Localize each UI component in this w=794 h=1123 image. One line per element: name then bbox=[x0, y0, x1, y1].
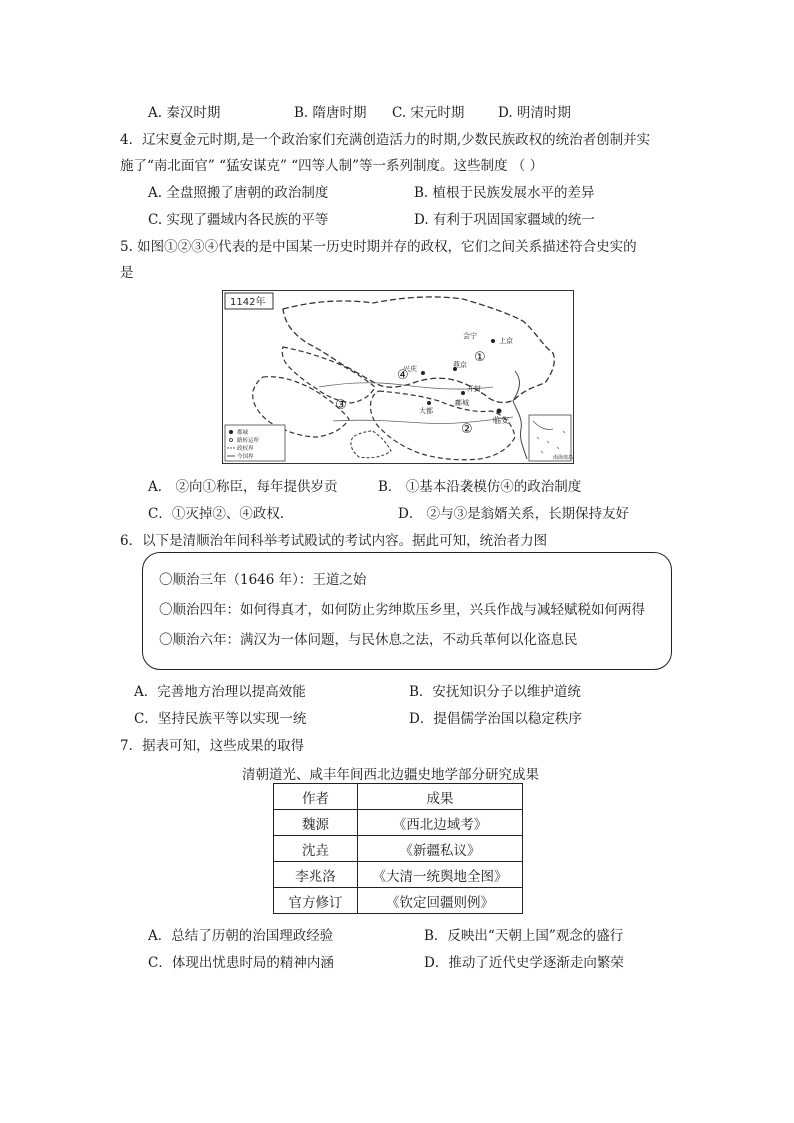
q5-option-b: B． ①基本沿袭模仿④的政治制度 bbox=[378, 479, 582, 495]
table-header-author: 作者 bbox=[274, 784, 358, 810]
q4-option-b: B. 植根于民族发展水平的差异 bbox=[414, 185, 595, 201]
map-border-dali bbox=[351, 431, 391, 458]
map-city-kaifeng: 开封 bbox=[467, 385, 481, 393]
q7-option-d: D．推动了近代史学逐渐走向繁荣 bbox=[424, 955, 624, 971]
song-jin-map bbox=[222, 290, 574, 464]
map-city-shangjing: 上京 bbox=[499, 337, 513, 345]
map-city-yanjing: 燕京 bbox=[453, 361, 467, 369]
table-header-result: 成果 bbox=[358, 784, 523, 810]
q6-option-a: A．完善地方治理以提高效能 bbox=[134, 684, 306, 700]
q3-option-c: C. 宋元时期 bbox=[392, 105, 465, 121]
table-cell-author: 魏源 bbox=[274, 810, 358, 836]
map-legend-capital: 都城 bbox=[237, 430, 249, 436]
q6-option-b: B．安抚知识分子以维护道统 bbox=[409, 684, 581, 700]
q7-option-b: B．反映出“天朝上国”观念的盛行 bbox=[424, 928, 624, 944]
q6-option-c: C．坚持民族平等以实现一统 bbox=[134, 711, 307, 727]
map-legend-border: 政权界 bbox=[237, 446, 254, 452]
map-year-label: 1142年 bbox=[230, 297, 266, 308]
table-cell-author: 官方修订 bbox=[274, 888, 358, 914]
map-city-marker bbox=[427, 401, 431, 405]
map-region-3: ③ bbox=[335, 398, 347, 413]
q5-option-d: D． ②与③是翁婿关系，长期保持友好 bbox=[398, 506, 630, 522]
map-river-yangtze bbox=[333, 417, 513, 424]
q6-material-item-1: 〇顺治三年（1646 年）：王道之始 bbox=[159, 572, 367, 588]
q7-table-title: 清朝道光、咸丰年间西北边疆史地学部分研究成果 bbox=[242, 767, 539, 783]
q5-stem-line1: 5. 如图①②③④代表的是中国某一历史时期并存的政权，它们之间关系描述符合史实的 bbox=[120, 239, 637, 255]
q6-option-d: D．提倡儒学治国以稳定秩序 bbox=[409, 711, 582, 727]
q6-material-item-3: 〇顺治六年：满汉为一体问题，与民休息之法，不动兵革何以化盗息民 bbox=[159, 632, 578, 648]
table-row bbox=[274, 888, 523, 914]
table-cell-result: 《钦定回疆则例》 bbox=[358, 888, 523, 914]
q4-stem-line2: 施了“南北面官” “猛安谋克” “四等人制”等一系列制度。这些制度 （ ） bbox=[120, 158, 544, 174]
map-city-huining: 会宁 bbox=[463, 332, 477, 340]
q5-stem-line2: 是 bbox=[120, 265, 134, 281]
q6-material-box bbox=[142, 552, 672, 670]
map-city-dali: 大都 bbox=[419, 407, 433, 415]
map-svg bbox=[223, 291, 573, 463]
q5-option-c: C．①灭掉②、④政权． bbox=[148, 506, 294, 522]
map-region-1: ① bbox=[474, 350, 486, 365]
q4-option-a: A. 全盘照搬了唐朝的政治制度 bbox=[148, 185, 329, 201]
table-row bbox=[274, 862, 523, 888]
table-cell-result: 《新疆私议》 bbox=[358, 836, 523, 862]
map-coastline bbox=[513, 371, 527, 459]
q3-option-a: A. 秦汉时期 bbox=[148, 105, 221, 121]
map-city-xingqing: 兴庆 bbox=[403, 365, 417, 373]
q6-material-item-2: 〇顺治四年：如何得真才，如何防止劣绅欺压乡里，兴兵作战与减轻赋税如何两得 bbox=[159, 602, 645, 618]
map-city-marker bbox=[497, 409, 502, 414]
q7-stem: 7．据表可知，这些成果的取得 bbox=[120, 738, 305, 754]
map-city-linan: 临安 bbox=[493, 416, 509, 425]
q4-stem-line1: 4．辽宋夏金元时期,是一个政治家们充满创造活力的时期,少数民族政权的统治者创制并实 bbox=[120, 132, 651, 148]
table-row bbox=[274, 810, 523, 836]
map-city-marker bbox=[461, 391, 465, 395]
map-legend-today: 今国界 bbox=[237, 454, 254, 460]
q6-stem: 6．以下是清顺治年间科举考试殿试的考试内容。据此可知，统治者力图 bbox=[120, 533, 548, 549]
map-region-4: ④ bbox=[397, 368, 409, 383]
map-city-marker bbox=[421, 371, 425, 375]
map-legend-seat: 路转运所 bbox=[237, 438, 260, 444]
table-cell-author: 李兆洛 bbox=[274, 862, 358, 888]
map-inset-label: 南海诸岛 bbox=[553, 455, 573, 461]
map-legend-capital-symbol bbox=[229, 430, 233, 434]
q5-option-a: A． ②向①称臣，每年提供岁贡 bbox=[148, 479, 338, 495]
q4-option-c: C. 实现了疆域内各民族的平等 bbox=[148, 212, 329, 228]
map-city-xihe: 鄜城 bbox=[455, 399, 469, 407]
q7-option-c: C．体现出忧患时局的精神内涵 bbox=[148, 955, 334, 971]
map-border-xixia bbox=[282, 347, 375, 403]
q7-option-a: A．总结了历朝的治国理政经验 bbox=[148, 928, 334, 944]
q4-option-d: D. 有利于巩固国家疆域的统一 bbox=[414, 212, 595, 228]
map-city-marker bbox=[491, 339, 495, 343]
map-border-southernsong bbox=[371, 391, 516, 460]
table-cell-result: 《西北边域考》 bbox=[358, 810, 523, 836]
map-region-2: ② bbox=[461, 422, 473, 437]
q3-option-b: B. 隋唐时期 bbox=[294, 105, 367, 121]
table-header-row bbox=[274, 784, 523, 810]
table-cell-author: 沈垚 bbox=[274, 836, 358, 862]
table-row bbox=[274, 836, 523, 862]
q7-results-table bbox=[273, 783, 523, 914]
q3-option-d: D. 明清时期 bbox=[498, 105, 571, 121]
table-cell-result: 《大清一统舆地全图》 bbox=[358, 862, 523, 888]
